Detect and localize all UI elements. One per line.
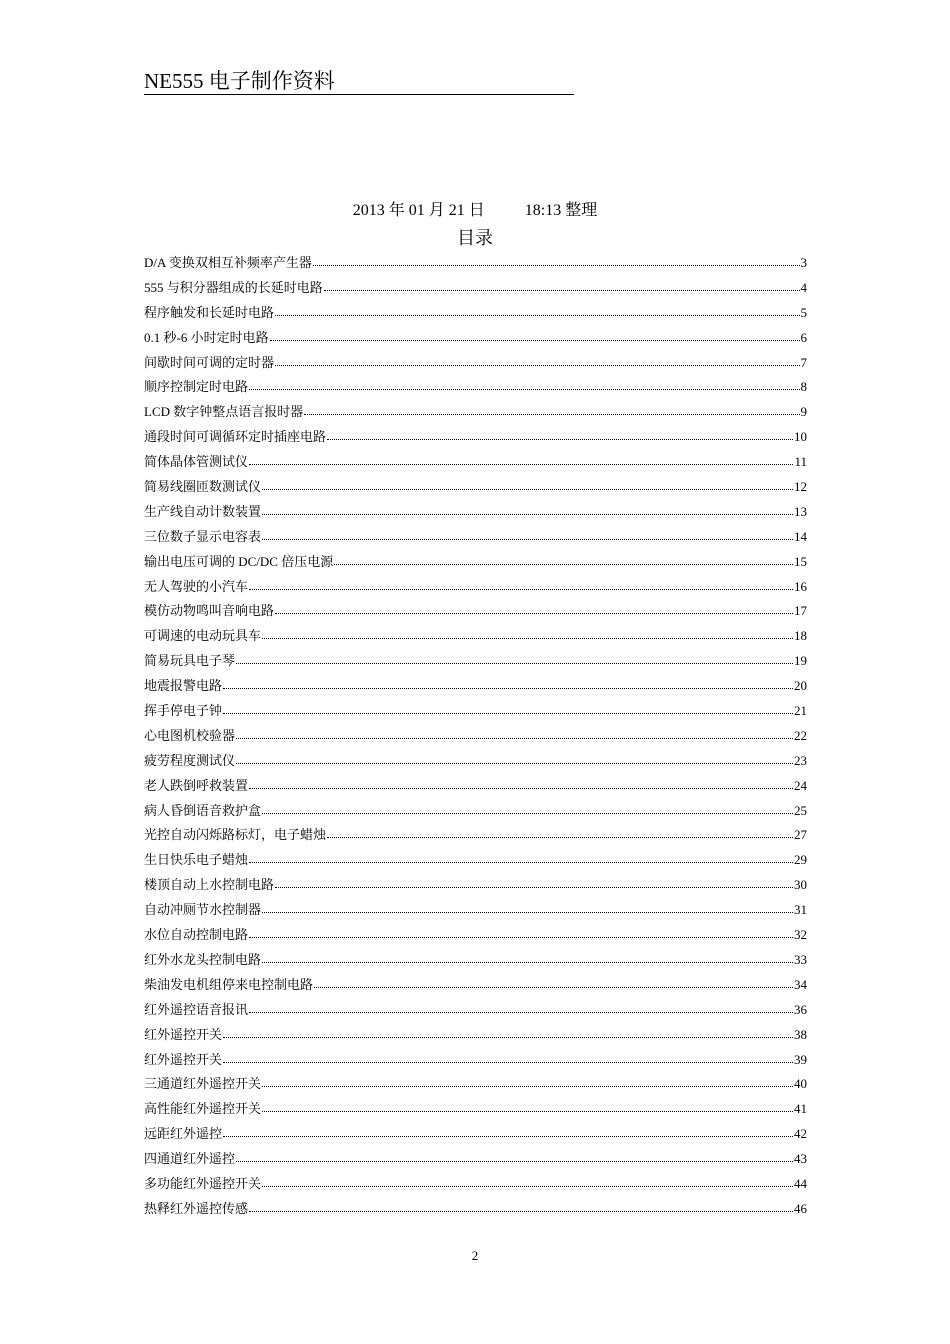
toc-entry-title: 地震报警电路 [144, 678, 223, 694]
toc-entry-page: 11 [794, 454, 807, 470]
toc-entry-title: 生日快乐电子蜡烛 [144, 852, 249, 868]
toc-entry-page: 40 [794, 1076, 807, 1092]
toc-leader-dots [262, 1173, 793, 1187]
toc-entry-title: 555 与积分器组成的长延时电路 [144, 279, 323, 295]
toc-entry[interactable] [144, 949, 807, 974]
toc-entry[interactable] [144, 775, 807, 800]
toc-leader-dots [236, 725, 793, 739]
toc-entry-title: 简体晶体管测试仪 [144, 454, 249, 470]
toc-entry[interactable] [144, 1198, 807, 1223]
toc-entry-title: 可调速的电动玩具车 [144, 628, 262, 644]
toc-leader-dots [262, 526, 793, 540]
toc-leader-dots [223, 675, 793, 689]
toc-entry-page: 23 [794, 752, 807, 768]
toc-entry-page: 20 [794, 678, 807, 694]
toc-entry-title: 光控自动闪烁路标灯，电子蜡烛 [144, 827, 327, 843]
toc-leader-dots [304, 401, 799, 415]
toc-leader-dots [324, 277, 800, 291]
toc-leader-dots [275, 600, 793, 614]
toc-entry-title: 红外遥控语音报讯 [144, 1001, 249, 1017]
toc-entry-title: 程序触发和长延时电路 [144, 304, 275, 320]
toc-entry[interactable] [144, 1148, 807, 1173]
toc-entry[interactable] [144, 974, 807, 999]
toc-leader-dots [249, 849, 793, 863]
toc-entry[interactable] [144, 874, 807, 899]
toc-title: 目录 [457, 228, 493, 248]
toc-entry-page: 13 [794, 503, 807, 519]
toc-entry[interactable] [144, 426, 807, 451]
toc-leader-dots [275, 302, 799, 316]
toc-entry-title: 三通道红外遥控开关 [144, 1076, 262, 1092]
toc-leader-dots [262, 949, 793, 963]
toc-leader-dots [334, 551, 793, 565]
toc-entry-page: 30 [794, 877, 807, 893]
date-text: 2013 年 01 月 21 日 [352, 202, 485, 219]
toc-entry[interactable] [144, 899, 807, 924]
toc-entry-title: 热释红外遥控传感 [144, 1200, 249, 1216]
toc-entry-title: 无人驾驶的小汽车 [144, 578, 249, 594]
toc-leader-dots [275, 352, 799, 366]
toc-leader-dots [223, 1049, 793, 1063]
date-line [0, 200, 950, 222]
toc-entry[interactable] [144, 302, 807, 327]
toc-entry-page: 6 [800, 329, 807, 345]
toc-entry-page: 5 [800, 304, 807, 320]
toc-entry-title: 自动冲厕节水控制器 [144, 902, 262, 918]
toc-entry[interactable] [144, 849, 807, 874]
toc-entry-page: 32 [794, 927, 807, 943]
toc-entry[interactable] [144, 1073, 807, 1098]
toc-entry-page: 4 [800, 279, 807, 295]
toc-entry-title: 病人昏倒语音救护盒 [144, 802, 262, 818]
toc-leader-dots [236, 650, 793, 664]
toc-leader-dots [223, 1024, 793, 1038]
toc-entry-page: 14 [794, 528, 807, 544]
toc-entry[interactable] [144, 999, 807, 1024]
toc-entry[interactable] [144, 750, 807, 775]
toc-entry[interactable] [144, 1173, 807, 1198]
toc-entry-page: 17 [794, 603, 807, 619]
toc-entry-title: 四通道红外遥控 [144, 1151, 236, 1167]
toc-entry-page: 44 [794, 1175, 807, 1191]
toc-entry[interactable] [144, 476, 807, 501]
toc-leader-dots [275, 874, 793, 888]
toc-entry[interactable] [144, 576, 807, 601]
toc-entry-title: 柴油发电机组停来电控制电路 [144, 976, 314, 992]
toc-entry-title: 楼顶自动上水控制电路 [144, 877, 275, 893]
toc-leader-dots [236, 1148, 793, 1162]
toc-entry-page: 12 [794, 479, 807, 495]
toc-entry-title: 简易线圈匝数测试仪 [144, 479, 262, 495]
toc-entry-page: 34 [794, 976, 807, 992]
toc-entry-page: 43 [794, 1151, 807, 1167]
toc-entry-title: 红外遥控开关 [144, 1026, 223, 1042]
page-number: 2 [471, 1248, 479, 1263]
toc-leader-dots [313, 252, 800, 266]
toc-entry-page: 3 [800, 255, 807, 270]
toc-entry[interactable] [144, 1123, 807, 1148]
toc-entry-title: 红外遥控开关 [144, 1051, 223, 1067]
toc-leader-dots [262, 800, 793, 814]
toc-leader-dots [327, 426, 793, 440]
toc-entry-page: 16 [794, 578, 807, 594]
toc-entry[interactable] [144, 675, 807, 700]
toc-entry-title: 心电图机校验器 [144, 727, 236, 743]
toc-entry-page: 22 [794, 727, 807, 743]
toc-entry-page: 41 [794, 1101, 807, 1117]
toc-leader-dots [262, 476, 793, 490]
toc-entry[interactable] [144, 451, 807, 476]
toc-leader-dots [249, 924, 793, 938]
toc-entry[interactable] [144, 327, 807, 352]
toc-entry-page: 46 [794, 1200, 807, 1216]
toc-entry[interactable] [144, 600, 807, 625]
toc-entry-page: 33 [794, 951, 807, 967]
toc-leader-dots [223, 700, 793, 714]
toc-leader-dots [262, 899, 793, 913]
toc-entry-title: 0.1 秒-6 小时定时电路 [144, 329, 269, 345]
toc-entry-title: 挥手停电子钟 [144, 703, 223, 719]
toc-entry-title: D/A 变换双相互补频率产生器 [144, 255, 312, 270]
toc-leader-dots [262, 625, 793, 639]
toc-entry-page: 27 [794, 827, 807, 843]
toc-entry[interactable] [144, 252, 807, 277]
toc-entry-title: 输出电压可调的 DC/DC 倍压电源 [144, 553, 334, 569]
toc-entry-page: 19 [794, 653, 807, 669]
toc-entry[interactable] [144, 551, 807, 576]
toc-leader-dots [327, 824, 793, 838]
toc-leader-dots [262, 501, 793, 515]
toc-entry[interactable] [144, 277, 807, 302]
toc-entry[interactable] [144, 526, 807, 551]
toc-entry-title: 顺序控制定时电路 [144, 379, 249, 395]
toc-entry[interactable] [144, 650, 807, 675]
toc-entry-page: 39 [794, 1051, 807, 1067]
toc-entry-page: 10 [794, 429, 807, 445]
toc-entry-page: 24 [794, 777, 807, 793]
toc-leader-dots [223, 1123, 793, 1137]
toc-entry[interactable] [144, 824, 807, 849]
toc-entry[interactable] [144, 376, 807, 401]
toc-entry[interactable] [144, 924, 807, 949]
toc-leader-dots [249, 775, 793, 789]
toc-entry-page: 7 [800, 354, 807, 370]
toc-entry[interactable] [144, 800, 807, 825]
toc-entry-title: 简易玩具电子琴 [144, 653, 236, 669]
toc-leader-dots [249, 376, 799, 390]
toc-entry[interactable] [144, 352, 807, 377]
toc-leader-dots [262, 1098, 793, 1112]
toc-leader-dots [249, 999, 793, 1013]
toc-leader-dots [262, 1073, 793, 1087]
toc-entry-page: 25 [794, 802, 807, 818]
toc-entry-page: 36 [794, 1001, 807, 1017]
toc-leader-dots [236, 750, 793, 764]
toc-entry[interactable] [144, 1049, 807, 1074]
toc-entry-page: 18 [794, 628, 807, 644]
toc-entry-page: 38 [794, 1026, 807, 1042]
toc-entry-title: LCD 数字钟整点语言报时器 [144, 404, 304, 420]
toc-entry[interactable] [144, 1098, 807, 1123]
toc-entry-page: 31 [794, 902, 807, 918]
toc-entry-title: 高性能红外遥控开关 [144, 1101, 262, 1117]
toc-entry[interactable] [144, 401, 807, 426]
toc-entry-page: 8 [800, 379, 807, 395]
toc-entry-page: 42 [794, 1126, 807, 1142]
toc-entry-title: 疲劳程度测试仪 [144, 752, 236, 768]
toc-entry-title: 模仿动物鸣叫音响电路 [144, 603, 275, 619]
toc-entry[interactable] [144, 700, 807, 725]
toc-entry-page: 9 [800, 404, 807, 420]
toc-entry-title: 三位数子显示电容表 [144, 528, 262, 544]
toc-leader-dots [314, 974, 793, 988]
toc-leader-dots [270, 327, 800, 341]
toc-entry-title: 生产线自动计数装置 [144, 503, 262, 519]
toc-entry-title: 老人跌倒呼救装置 [144, 777, 249, 793]
document-header-title: NE555 电子制作资料 [144, 68, 574, 95]
toc-entry[interactable] [144, 725, 807, 750]
toc-entry[interactable] [144, 625, 807, 650]
table-of-contents [144, 252, 807, 1223]
toc-entry-page: 21 [794, 703, 807, 719]
toc-entry[interactable] [144, 501, 807, 526]
toc-leader-dots [249, 1198, 793, 1212]
toc-entry-page: 29 [794, 852, 807, 868]
toc-leader-dots [249, 451, 793, 465]
toc-entry-page: 15 [794, 553, 807, 569]
toc-entry-title: 通段时间可调循环定时插座电路 [144, 429, 327, 445]
time-text: 18:13 整理 [524, 202, 598, 219]
toc-entry-title: 远距红外遥控 [144, 1126, 223, 1142]
toc-leader-dots [249, 576, 793, 590]
toc-entry-title: 多功能红外遥控开关 [144, 1175, 262, 1191]
toc-entry-title: 水位自动控制电路 [144, 927, 249, 943]
toc-entry[interactable] [144, 1024, 807, 1049]
toc-entry-title: 红外水龙头控制电路 [144, 951, 262, 967]
toc-entry-title: 间歇时间可调的定时器 [144, 354, 275, 370]
